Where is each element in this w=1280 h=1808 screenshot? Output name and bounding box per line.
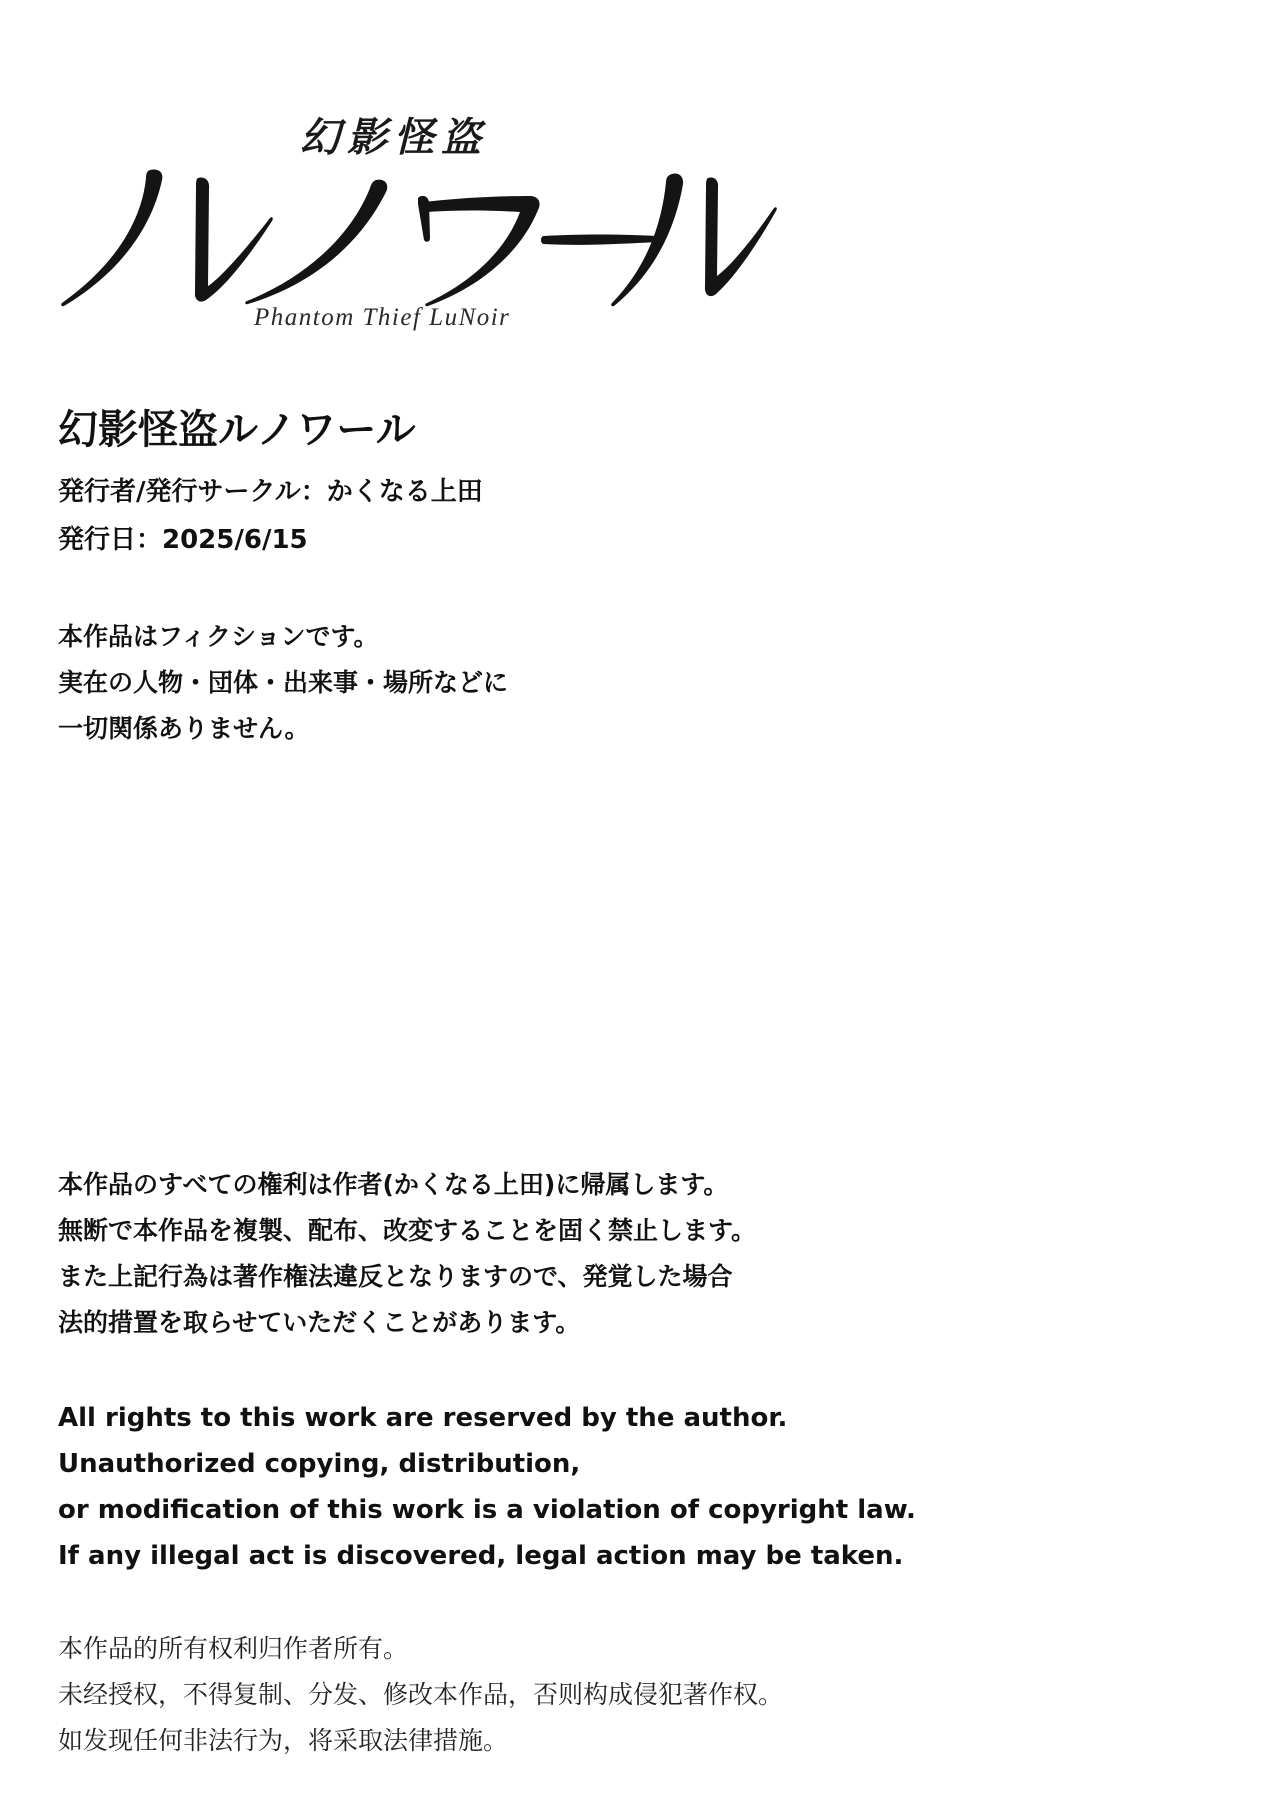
- rights-notice-japanese: [58, 1162, 756, 1346]
- title-logo: [58, 96, 778, 346]
- rights-en-line: Unauthorized copying, distribution,: [58, 1449, 581, 1479]
- logo-english-text: Phantom Thief LuNoir: [254, 304, 511, 331]
- publisher-line: 発行者/発行サークル：かくなる上田: [58, 477, 483, 507]
- rights-notice-english: [58, 1395, 916, 1579]
- rights-zh-line: 如发现任何非法行为，将采取法律措施。: [58, 1726, 509, 1755]
- rights-en-line: All rights to this work are reserved by the author.: [58, 1403, 788, 1433]
- publish-date-line: 発行日：2025/6/15: [58, 525, 308, 555]
- fiction-notice-line: 実在の人物・団体・出来事・場所などに: [58, 668, 509, 697]
- rights-ja-line: 本作品のすべての権利は作者(かくなる上田)に帰属します。: [58, 1170, 729, 1199]
- logo-kana-artwork: [58, 158, 778, 308]
- fiction-notice-line: 一切関係ありません。: [58, 714, 310, 743]
- fiction-notice-line: 本作品はフィクションです。: [58, 622, 379, 651]
- rights-notice-chinese: [58, 1625, 783, 1763]
- rights-zh-line: 本作品的所有权利归作者所有。: [58, 1634, 409, 1663]
- rights-ja-line: 無断で本作品を複製、配布、改変することを固く禁止します。: [58, 1216, 757, 1245]
- rights-zh-line: 未经授权，不得复制、分发、修改本作品，否则构成侵犯著作权。: [58, 1680, 784, 1709]
- rights-en-line: or modification of this work is a violation of copyright law.: [58, 1495, 916, 1525]
- fiction-notice: [58, 614, 508, 752]
- work-title: 幻影怪盗ルノワール: [58, 407, 416, 453]
- logo-kana-calligraphy: [58, 158, 778, 308]
- rights-ja-line: 法的措置を取らせていただくことがあります。: [58, 1308, 581, 1337]
- rights-en-line: If any illegal act is discovered, legal action may be taken.: [58, 1541, 904, 1571]
- rights-ja-line: また上記行為は著作権法違反となりますので、発覚した場合: [58, 1262, 733, 1291]
- logo-kanji-text: 幻影怪盗: [300, 114, 488, 161]
